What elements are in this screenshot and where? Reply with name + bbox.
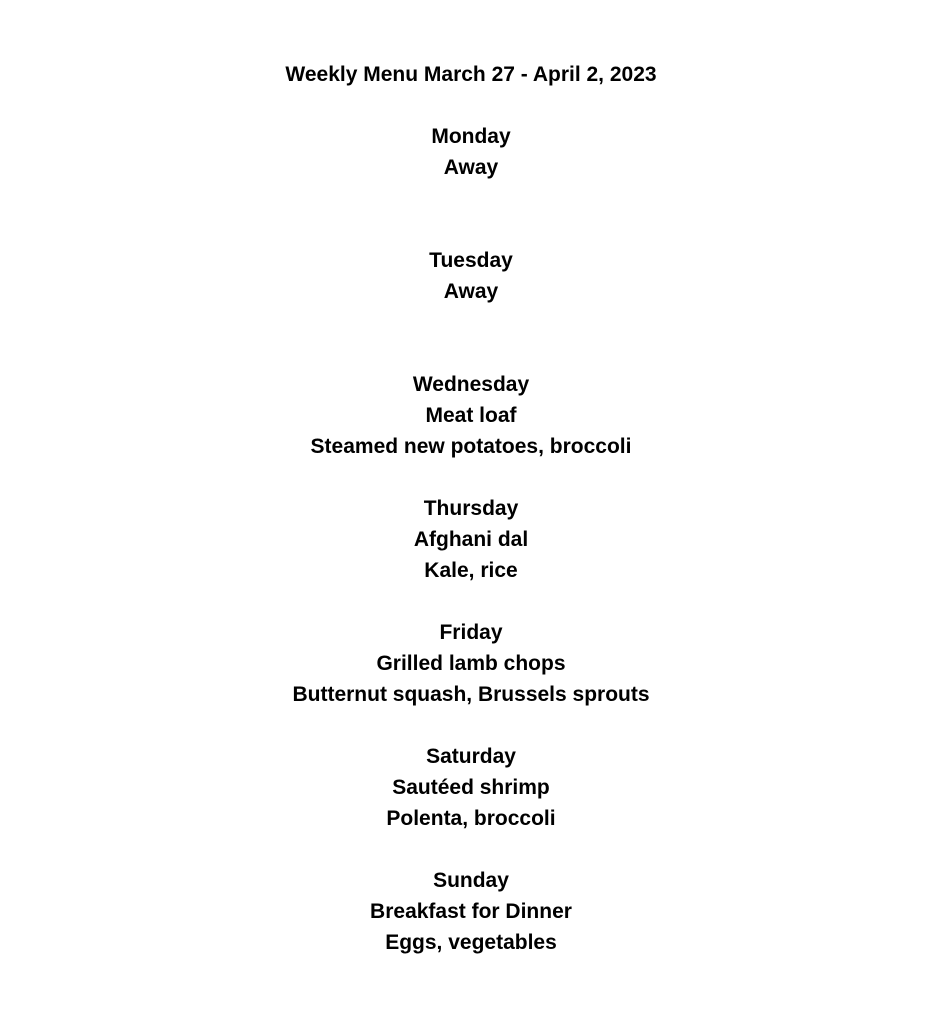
side-dishes: Kale, rice <box>424 559 518 582</box>
day-heading: Thursday <box>423 497 519 520</box>
main-dish: Away <box>443 280 499 303</box>
day-heading: Monday <box>431 125 511 148</box>
side-dishes: Polenta, broccoli <box>386 807 556 830</box>
day-heading: Saturday <box>426 745 516 768</box>
side-dishes: Butternut squash, Brussels sprouts <box>292 683 650 706</box>
main-dish: Away <box>443 156 499 179</box>
day-heading: Tuesday <box>429 249 513 272</box>
main-dish: Sautéed shrimp <box>392 776 550 799</box>
side-dishes: Steamed new potatoes, broccoli <box>310 435 632 458</box>
day-heading: Friday <box>439 621 503 644</box>
side-dishes: Eggs, vegetables <box>385 931 557 954</box>
main-dish: Meat loaf <box>425 404 517 427</box>
main-dish: Breakfast for Dinner <box>370 900 572 923</box>
day-heading: Wednesday <box>412 373 530 396</box>
menu-title: Weekly Menu March 27 - April 2, 2023 <box>285 63 657 86</box>
main-dish: Grilled lamb chops <box>376 652 566 675</box>
day-heading: Sunday <box>433 869 509 892</box>
main-dish: Afghani dal <box>413 528 529 551</box>
